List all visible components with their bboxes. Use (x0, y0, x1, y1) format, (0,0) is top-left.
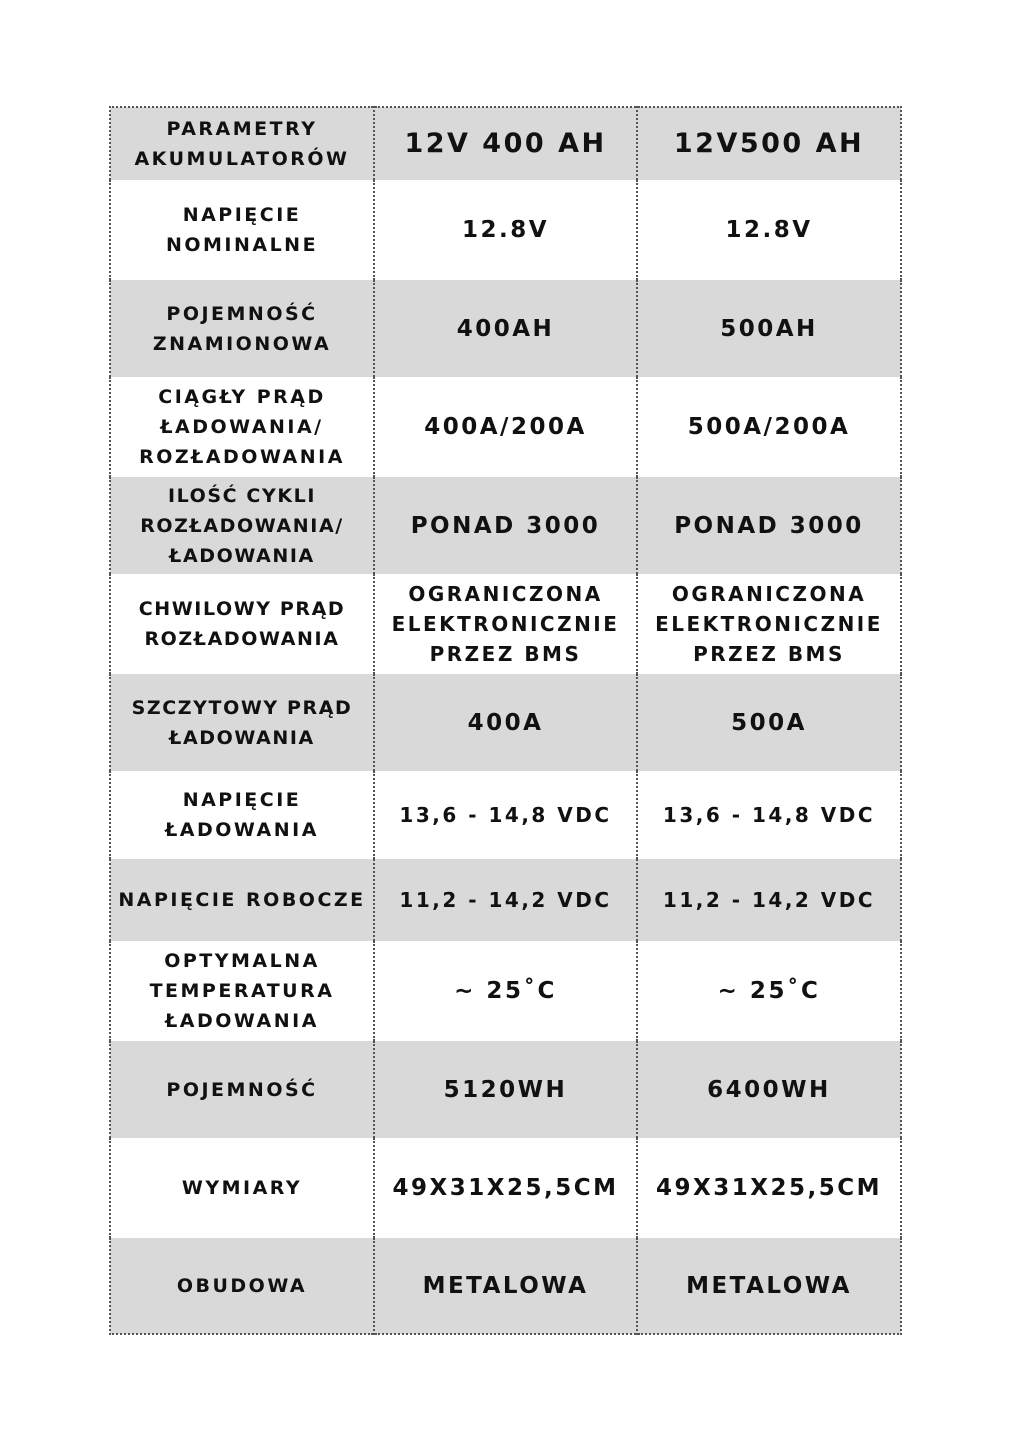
value-400ah: 400A (374, 674, 637, 771)
table-row (110, 477, 901, 574)
value-400ah: 5120WH (374, 1041, 637, 1138)
table-row (110, 859, 901, 941)
value-400ah: 13,6 - 14,8 VDC (374, 771, 637, 859)
value-400ah: 400A/200A (374, 377, 637, 477)
value-500ah: ~ 25˚C (637, 941, 901, 1041)
param-header: PARAMETRY AKUMULATORÓW (110, 107, 374, 180)
value-400ah: 400AH (374, 280, 637, 377)
value-500ah: 6400WH (637, 1041, 901, 1138)
value-500ah: OGRANICZONA ELEKTRONICZNIE PRZEZ BMS (637, 574, 901, 674)
value-500ah: 500AH (637, 280, 901, 377)
value-400ah: ~ 25˚C (374, 941, 637, 1041)
table-row (110, 674, 901, 771)
row-label: OBUDOWA (110, 1238, 374, 1334)
value-400ah: OGRANICZONA ELEKTRONICZNIE PRZEZ BMS (374, 574, 637, 674)
value-500ah: METALOWA (637, 1238, 901, 1334)
value-500ah: 12.8V (637, 180, 901, 280)
table-row (110, 941, 901, 1041)
value-500ah: 500A (637, 674, 901, 771)
row-label: CIĄGŁY PRĄD ŁADOWANIA/ ROZŁADOWANIA (110, 377, 374, 477)
row-label: OPTYMALNA TEMPERATURA ŁADOWANIA (110, 941, 374, 1041)
value-500ah: PONAD 3000 (637, 477, 901, 574)
table-row (110, 180, 901, 280)
value-500ah: 49X31X25,5CM (637, 1138, 901, 1238)
value-400ah: 11,2 - 14,2 VDC (374, 859, 637, 941)
row-label: ILOŚĆ CYKLI ROZŁADOWANIA/ ŁADOWANIA (110, 477, 374, 574)
row-label: CHWILOWY PRĄD ROZŁADOWANIA (110, 574, 374, 674)
row-label: WYMIARY (110, 1138, 374, 1238)
value-400ah: METALOWA (374, 1238, 637, 1334)
battery-spec-table (109, 106, 902, 1335)
table-row (110, 574, 901, 674)
value-500ah: 11,2 - 14,2 VDC (637, 859, 901, 941)
value-400ah: PONAD 3000 (374, 477, 637, 574)
row-label: NAPIĘCIE ŁADOWANIA (110, 771, 374, 859)
table-row (110, 1041, 901, 1138)
row-label: POJEMNOŚĆ (110, 1041, 374, 1138)
value-500ah: 13,6 - 14,8 VDC (637, 771, 901, 859)
model-header-500ah: 12V500 AH (637, 107, 901, 180)
table-header-row (110, 107, 901, 180)
table-row (110, 377, 901, 477)
table-row (110, 1238, 901, 1334)
table-row (110, 280, 901, 377)
table-row (110, 1138, 901, 1238)
value-500ah: 500A/200A (637, 377, 901, 477)
row-label: POJEMNOŚĆ ZNAMIONOWA (110, 280, 374, 377)
table-row (110, 771, 901, 859)
row-label: NAPIĘCIE NOMINALNE (110, 180, 374, 280)
model-header-400ah: 12V 400 AH (374, 107, 637, 180)
value-400ah: 49X31X25,5CM (374, 1138, 637, 1238)
row-label: SZCZYTOWY PRĄD ŁADOWANIA (110, 674, 374, 771)
value-400ah: 12.8V (374, 180, 637, 280)
row-label: NAPIĘCIE ROBOCZE (110, 859, 374, 941)
